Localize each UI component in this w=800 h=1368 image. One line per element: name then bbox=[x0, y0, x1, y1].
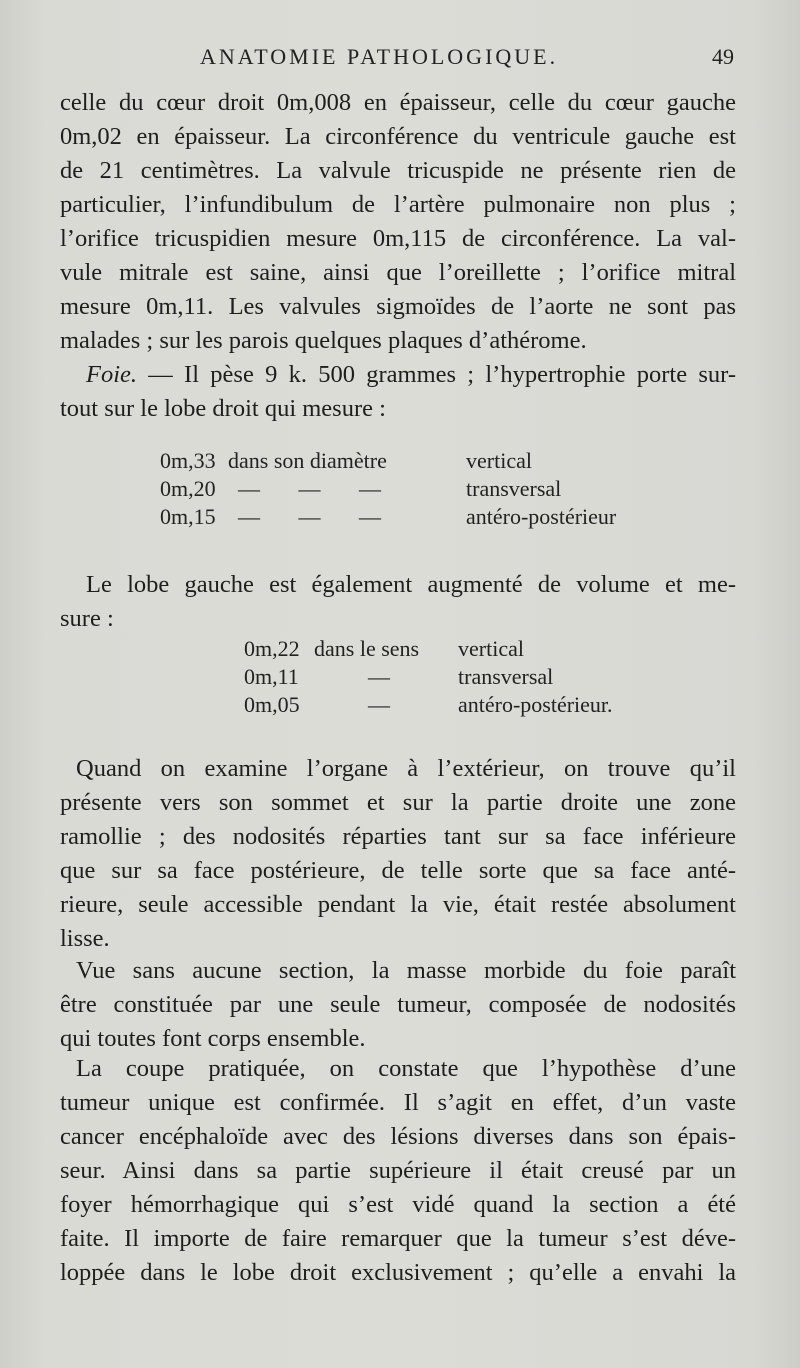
text-line: foyer hémorrhagique qui s’est vidé quand la section a été bbox=[60, 1191, 736, 1218]
text-line: présente vers son sommet et sur la partie droite une zone bbox=[60, 789, 736, 816]
measurement-description: — bbox=[368, 664, 390, 689]
text-line: ramollie ; des nodosités réparties tant sur sa face inférieure bbox=[60, 823, 736, 850]
page-number: 49 bbox=[712, 44, 734, 69]
text-line: seur. Ainsi dans sa partie supérieure il était creusé par un bbox=[60, 1157, 736, 1184]
measurement-description: dans son diamètre bbox=[228, 448, 387, 473]
paragraph-liver bbox=[60, 358, 736, 426]
text-line bbox=[60, 358, 736, 392]
paragraph-heart bbox=[60, 86, 736, 358]
text-line: malades ; sur les parois quelques plaques d’athérome. bbox=[60, 327, 587, 354]
measurement-description: dans le sens bbox=[314, 636, 420, 661]
paragraph-exterior bbox=[60, 752, 736, 956]
paragraph-unsectioned bbox=[60, 954, 736, 1056]
measurement-value: 0m,11 bbox=[244, 664, 299, 689]
paragraph-section bbox=[60, 1052, 736, 1290]
text-line: rieure, seule accessible pendant la vie, était restée absolument bbox=[60, 891, 736, 918]
text-line: lisse. bbox=[60, 925, 110, 952]
text-line: Le lobe gauche est également augmenté de volume et me- bbox=[86, 571, 736, 598]
measurement-description: — — — bbox=[238, 476, 381, 501]
measurement-dimension: antéro-postérieur bbox=[466, 504, 617, 529]
text-fragment: — Il pèse 9 k. 500 grammes ; l’hypertrophie porte sur- bbox=[137, 361, 736, 388]
text-line: l’orifice tricuspidien mesure 0m,115 de circonférence. La val- bbox=[60, 225, 736, 252]
text-line: La coupe pratiquée, on constate que l’hypothèse d’une bbox=[76, 1055, 736, 1082]
text-line: que sur sa face postérieure, de telle sorte que sa face anté- bbox=[60, 857, 736, 884]
text-line: faite. Il importe de faire remarquer que la tumeur s’est déve- bbox=[60, 1225, 736, 1252]
measurement-value: 0m,05 bbox=[244, 692, 300, 717]
measurement-dimension: vertical bbox=[466, 448, 532, 473]
measurements-right-lobe bbox=[160, 448, 660, 538]
text-line: tout sur le lobe droit qui mesure : bbox=[60, 395, 386, 422]
text-line: sure : bbox=[60, 605, 114, 632]
text-line: être constituée par une seule tumeur, composée de nodosités bbox=[60, 991, 736, 1018]
measurement-dimension: transversal bbox=[458, 664, 554, 689]
measurements-left-lobe bbox=[244, 636, 664, 726]
text-line: cancer encéphaloïde avec des lésions diverses dans son épais- bbox=[60, 1123, 736, 1150]
measurement-value: 0m,20 bbox=[160, 476, 216, 501]
text-line: Quand on examine l’organe à l’extérieur, on trouve qu’il bbox=[76, 755, 736, 782]
text-line: de 21 centimètres. La valvule tricuspide ne présente rien de bbox=[60, 157, 736, 184]
page-header bbox=[0, 44, 800, 74]
running-title: ANATOMIE PATHOLOGIQUE. bbox=[200, 44, 559, 69]
text-line: vule mitrale est saine, ainsi que l’oreillette ; l’orifice mitral bbox=[60, 259, 736, 286]
section-label-liver: Foie. bbox=[86, 361, 138, 388]
measurement-description: — — — bbox=[238, 504, 381, 529]
text-line: celle du cœur droit 0m,008 en épaisseur, celle du cœur gauche bbox=[60, 89, 736, 116]
measurement-dimension: antéro-postérieur. bbox=[458, 692, 613, 717]
text-line: particulier, l’infundibulum de l’artère pulmonaire non plus ; bbox=[60, 191, 736, 218]
measurement-value: 0m,15 bbox=[160, 504, 216, 529]
text-line: loppée dans le lobe droit exclusivement ; qu’elle a envahi la bbox=[60, 1259, 736, 1286]
measurement-dimension: transversal bbox=[466, 476, 562, 501]
text-line: mesure 0m,11. Les valvules sigmoïdes de l’aorte ne sont pas bbox=[60, 293, 736, 320]
measurement-description: — bbox=[368, 692, 390, 717]
measurement-value: 0m,33 bbox=[160, 448, 216, 473]
text-line: Vue sans aucune section, la masse morbide du foie paraît bbox=[76, 957, 736, 984]
text-line: 0m,02 en épaisseur. La circonférence du ventricule gauche est bbox=[60, 123, 736, 150]
paragraph-left-lobe bbox=[60, 568, 736, 636]
text-line: tumeur unique est confirmée. Il s’agit en effet, d’un vaste bbox=[60, 1089, 736, 1116]
measurement-value: 0m,22 bbox=[244, 636, 300, 661]
text-line: qui toutes font corps ensemble. bbox=[60, 1025, 366, 1052]
measurement-dimension: vertical bbox=[458, 636, 524, 661]
